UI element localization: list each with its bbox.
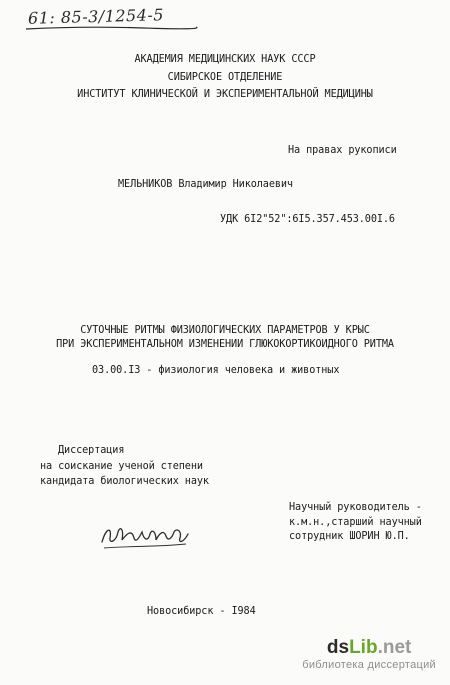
watermark-brand: dsLib.net [326,637,412,658]
header-academy: АКАДЕМИЯ МЕДИЦИНСКИХ НАУК СССР [134,54,316,65]
supervisor-name: сотрудник ШОРИН Ю.П. [289,531,410,542]
archive-code: 61: 85-3/1254-5 [27,5,165,28]
place-year: Новосибирск - I984 [147,606,256,617]
header-branch: СИБИРСКОЕ ОТДЕЛЕНИЕ [167,72,283,83]
title-line-1: СУТОЧНЫЕ РИТМЫ ФИЗИОЛОГИЧЕСКИХ ПАРАМЕТРОВ У КРЫС [80,325,370,336]
dissertation-label: Диссертация [58,445,125,456]
handwritten-signature [98,518,193,554]
supervisor-label: Научный руководитель - [289,502,422,513]
author-name: МЕЛЬНИКОВ Владимир Николаевич [118,179,293,190]
watermark-subtitle: библиотека диссертаций [302,659,436,671]
manuscript-note: На правах рукописи [288,145,397,156]
header-institute: ИНСТИТУТ КЛИНИЧЕСКОЙ И ЭКСПЕРИМЕНТАЛЬНОЙ МЕДИЦИНЫ [77,89,373,100]
dissertation-degree: на соискание ученой степени [40,461,203,472]
dslib-watermark-logo [302,638,436,671]
title-line-2: ПРИ ЭКСПЕРИМЕНТАЛЬНОМ ИЗМЕНЕНИИ ГЛЮКОКОРТИКОИДНОГО РИТМА [56,339,394,350]
specialty: 03.00.I3 - физиология человека и животных [92,365,340,376]
udc-code: УДК 6I2"52":6I5.357.453.00I.6 [220,214,395,225]
archive-code-underline [24,25,199,31]
supervisor-degree: к.м.н.,старший научный [289,517,422,528]
dissertation-field: кандидата биологических наук [40,476,209,487]
